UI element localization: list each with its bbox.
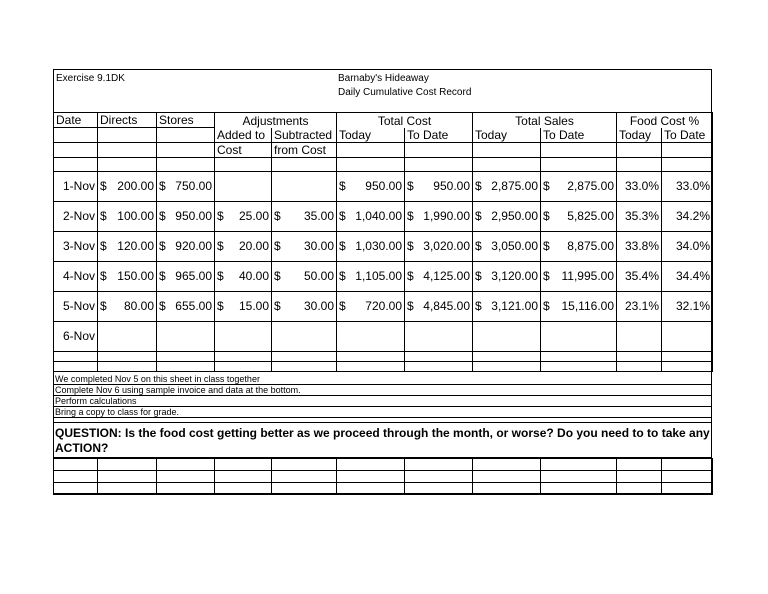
sales-to-date-cell <box>541 231 617 261</box>
table-row <box>54 291 713 321</box>
fc-today-cell: 33.8% <box>617 231 662 261</box>
blank-rows <box>53 458 713 495</box>
stores-cell <box>157 171 215 201</box>
currency-symbol: $ <box>407 209 414 223</box>
col-fc-today: Today <box>617 128 662 143</box>
report-title: Daily Cumulative Cost Record <box>338 87 472 98</box>
amount: 920.00 <box>175 239 212 253</box>
amount: 15.00 <box>238 299 269 313</box>
currency-symbol: $ <box>543 239 550 253</box>
amount: 3,121.00 <box>491 299 538 313</box>
amount: 50.00 <box>303 269 334 283</box>
sales-today-cell <box>473 201 541 231</box>
col-subtracted: Subtracted <box>272 128 337 143</box>
sales-today-cell <box>473 231 541 261</box>
date-cell: 2-Nov <box>54 201 98 231</box>
currency-symbol: $ <box>217 269 224 283</box>
amount: 950.00 <box>433 179 470 193</box>
currency-symbol: $ <box>407 239 414 253</box>
instructions <box>53 374 712 418</box>
currency-symbol: $ <box>407 299 414 313</box>
currency-symbol: $ <box>475 269 482 283</box>
currency-symbol: $ <box>100 209 107 223</box>
table-row <box>54 321 713 351</box>
cost-to-date-cell <box>405 171 473 201</box>
currency-symbol: $ <box>159 179 166 193</box>
amount: 1,040.00 <box>355 209 402 223</box>
currency-symbol: $ <box>274 209 281 223</box>
added-cell <box>215 201 272 231</box>
amount: 2,875.00 <box>491 179 538 193</box>
fc-today-cell: 23.1% <box>617 291 662 321</box>
stores-cell <box>157 231 215 261</box>
currency-symbol: $ <box>475 209 482 223</box>
cost-to-date-cell <box>405 291 473 321</box>
directs-cell <box>98 231 157 261</box>
fc-to-date-cell: 33.0% <box>662 171 713 201</box>
currency-symbol: $ <box>475 179 482 193</box>
currency-symbol: $ <box>217 239 224 253</box>
currency-symbol: $ <box>339 239 346 253</box>
currency-symbol: $ <box>159 269 166 283</box>
date-cell: 5-Nov <box>54 291 98 321</box>
amount: 5,825.00 <box>567 209 614 223</box>
amount: 3,050.00 <box>491 239 538 253</box>
amount: 1,105.00 <box>355 269 402 283</box>
col-stores: Stores <box>157 113 215 128</box>
exercise-label: Exercise 9.1DK <box>56 73 125 84</box>
amount: 3,020.00 <box>423 239 470 253</box>
currency-symbol: $ <box>274 299 281 313</box>
cost-today-cell <box>337 291 405 321</box>
sales-to-date-cell <box>541 261 617 291</box>
note-4: Bring a copy to class for grade. <box>53 407 712 418</box>
subtracted-cell <box>272 171 337 201</box>
col-sales-today: Today <box>473 128 541 143</box>
currency-symbol: $ <box>159 239 166 253</box>
amount: 4,845.00 <box>423 299 470 313</box>
subtracted-cell <box>272 261 337 291</box>
col-adjustments: Adjustments <box>215 113 337 128</box>
note-3: Perform calculations <box>53 396 712 407</box>
currency-symbol: $ <box>407 269 414 283</box>
header-row-3 <box>54 142 713 157</box>
currency-symbol: $ <box>543 179 550 193</box>
amount: 200.00 <box>117 179 154 193</box>
amount: 150.00 <box>117 269 154 283</box>
stores-cell <box>157 201 215 231</box>
amount: 4,125.00 <box>423 269 470 283</box>
amount: 40.00 <box>238 269 269 283</box>
sales-today-cell <box>473 261 541 291</box>
currency-symbol: $ <box>407 179 414 193</box>
header-row-2 <box>54 128 713 143</box>
currency-symbol: $ <box>543 209 550 223</box>
currency-symbol: $ <box>100 179 107 193</box>
note-2: Complete Nov 6 using sample invoice and data at the bottom. <box>53 385 712 396</box>
table-row <box>54 201 713 231</box>
currency-symbol: $ <box>100 269 107 283</box>
currency-symbol: $ <box>159 209 166 223</box>
date-cell: 4-Nov <box>54 261 98 291</box>
amount: 100.00 <box>117 209 154 223</box>
amount: 35.00 <box>303 209 334 223</box>
fc-to-date-cell: 34.2% <box>662 201 713 231</box>
cost-today-cell <box>337 261 405 291</box>
sales-today-cell <box>473 291 541 321</box>
date-cell: 3-Nov <box>54 231 98 261</box>
table-row <box>54 231 713 261</box>
sales-to-date-cell <box>541 201 617 231</box>
added-cell <box>215 171 272 201</box>
amount: 2,875.00 <box>567 179 614 193</box>
amount: 3,120.00 <box>491 269 538 283</box>
currency-symbol: $ <box>339 209 346 223</box>
amount: 965.00 <box>175 269 212 283</box>
currency-symbol: $ <box>217 299 224 313</box>
added-cell <box>215 231 272 261</box>
table-row <box>54 261 713 291</box>
amount: 950.00 <box>365 179 402 193</box>
cost-today-cell <box>337 171 405 201</box>
currency-symbol: $ <box>543 299 550 313</box>
directs-cell <box>98 201 157 231</box>
amount: 655.00 <box>175 299 212 313</box>
amount: 1,030.00 <box>355 239 402 253</box>
table-row <box>54 171 713 201</box>
amount: 8,875.00 <box>567 239 614 253</box>
stores-cell <box>157 291 215 321</box>
amount: 25.00 <box>238 209 269 223</box>
col-added-to: Added to <box>215 128 272 143</box>
subtracted-cell <box>272 201 337 231</box>
fc-today-cell: 35.4% <box>617 261 662 291</box>
amount: 2,950.00 <box>491 209 538 223</box>
amount: 30.00 <box>303 299 334 313</box>
note-1: We completed Nov 5 on this sheet in class together <box>53 374 712 385</box>
cost-to-date-cell <box>405 261 473 291</box>
fc-today-cell: 33.0% <box>617 171 662 201</box>
col-from-cost: from Cost <box>272 142 337 157</box>
cost-to-date-cell <box>405 201 473 231</box>
currency-symbol: $ <box>217 209 224 223</box>
col-cost-today: Today <box>337 128 405 143</box>
amount: 750.00 <box>175 179 212 193</box>
col-total-sales: Total Sales <box>473 113 617 128</box>
stores-cell <box>157 261 215 291</box>
currency-symbol: $ <box>475 299 482 313</box>
currency-symbol: $ <box>274 269 281 283</box>
fc-to-date-cell: 34.0% <box>662 231 713 261</box>
sales-to-date-cell <box>541 291 617 321</box>
col-fc-to-date: To Date <box>662 128 713 143</box>
subtracted-cell <box>272 291 337 321</box>
col-total-cost: Total Cost <box>337 113 473 128</box>
col-cost-label: Cost <box>215 142 272 157</box>
col-directs: Directs <box>98 113 157 128</box>
currency-symbol: $ <box>339 269 346 283</box>
subtracted-cell <box>272 231 337 261</box>
cost-today-cell <box>337 231 405 261</box>
currency-symbol: $ <box>159 299 166 313</box>
question-text: QUESTION: Is the food cost getting better as we proceed through the month, or worse? Do you need to to take any ACTION? <box>53 422 712 458</box>
amount: 80.00 <box>123 299 154 313</box>
amount: 950.00 <box>175 209 212 223</box>
header-row-1 <box>54 113 713 128</box>
amount: 15,116.00 <box>561 299 614 313</box>
restaurant-name: Barnaby's Hideaway <box>338 73 429 84</box>
col-cost-to-date: To Date <box>405 128 473 143</box>
fc-today-cell: 35.3% <box>617 201 662 231</box>
col-food-cost-pct: Food Cost % <box>617 113 713 128</box>
currency-symbol: $ <box>543 269 550 283</box>
amount: 20.00 <box>238 239 269 253</box>
currency-symbol: $ <box>339 179 346 193</box>
amount: 11,995.00 <box>561 269 614 283</box>
fc-to-date-cell: 34.4% <box>662 261 713 291</box>
directs-cell <box>98 291 157 321</box>
row6-date: 6-Nov <box>54 321 98 351</box>
directs-cell <box>98 171 157 201</box>
currency-symbol: $ <box>339 299 346 313</box>
cost-record-table <box>53 112 713 372</box>
sales-today-cell <box>473 171 541 201</box>
amount: 720.00 <box>365 299 402 313</box>
currency-symbol: $ <box>475 239 482 253</box>
amount: 30.00 <box>303 239 334 253</box>
cost-today-cell <box>337 201 405 231</box>
date-cell: 1-Nov <box>54 171 98 201</box>
added-cell <box>215 291 272 321</box>
currency-symbol: $ <box>100 299 107 313</box>
added-cell <box>215 261 272 291</box>
currency-symbol: $ <box>100 239 107 253</box>
cost-to-date-cell <box>405 231 473 261</box>
fc-to-date-cell: 32.1% <box>662 291 713 321</box>
col-sales-to-date: To Date <box>541 128 617 143</box>
col-date: Date <box>54 113 98 128</box>
amount: 1,990.00 <box>423 209 470 223</box>
directs-cell <box>98 261 157 291</box>
sales-to-date-cell <box>541 171 617 201</box>
amount: 120.00 <box>117 239 154 253</box>
currency-symbol: $ <box>274 239 281 253</box>
